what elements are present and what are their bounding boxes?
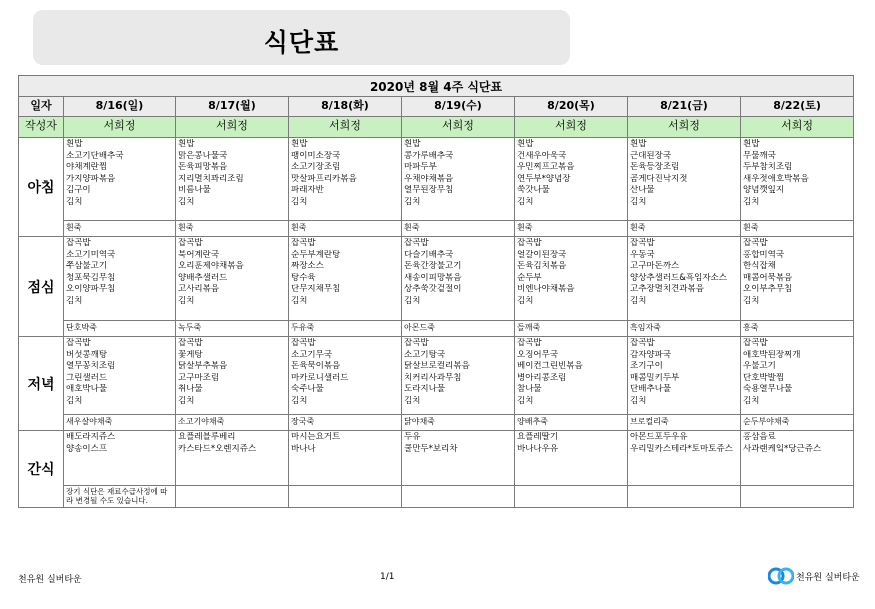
menu-item: 양상추샐러드&흑임자소스 [630,272,727,283]
menu-item: 오이양파무침 [66,284,116,295]
menu-item: 김치 [743,395,760,406]
author-cell: 서희정 [628,117,741,138]
author-cell: 서희정 [176,117,289,138]
page-title-box [33,10,570,65]
page-number: 1/1 [380,572,395,582]
footer-logo [768,566,860,586]
dinner-porridge-cell: 소고기야채죽 [176,415,289,431]
menu-item: 쑥갓나물 [517,185,550,196]
date-cell: 8/22(토) [741,97,854,117]
note-cell [628,486,741,508]
breakfast-porridge-cell: 흰죽 [176,221,289,237]
menu-item: 두유 [404,432,421,442]
menu-item: 소고기탕국 [404,349,446,360]
menu-item: 바나나 [291,443,316,454]
menu-item: 감자양파국 [630,349,672,360]
menu-item: 무물깨국 [743,150,776,161]
snack-menu-cell [402,431,515,486]
logo-icon [768,566,794,586]
menu-item: 김치 [630,395,647,406]
snack-menu-cell [741,431,854,486]
dinner-label: 저녁 [19,337,64,431]
dinner-porridge-cell: 장국죽 [289,415,402,431]
menu-item: 베이컨그린빈볶음 [517,361,583,372]
menu-item: 소고기미역국 [66,249,116,260]
menu-item: 맛살파프리카볶음 [291,173,357,184]
menu-item: 홍합미역국 [743,249,785,260]
menu-item: 도라지나물 [404,384,446,395]
menu-item: 건새우아욱국 [517,150,567,161]
menu-item: 버섯콩깨탕 [66,349,108,360]
menu-item: 김치 [291,295,308,306]
lunch-menu-cell [515,237,628,321]
menu-item: 아몬드포두우유 [630,432,688,442]
menu-item: 잡곡밥 [743,238,768,248]
menu-item: 새우젓애호박볶음 [743,173,809,184]
menu-item: 비엔나야채볶음 [517,284,575,295]
menu-item: 마카로니샐러드 [291,372,349,383]
menu-item: 돈육묵이볶음 [291,361,341,372]
menu-item: 김치 [743,196,760,207]
menu-item: 김치 [404,196,421,207]
menu-item: 오이부추무침 [743,284,793,295]
author-row-label: 작성자 [19,117,64,138]
menu-item: 취나물 [178,384,203,395]
note-cell [515,486,628,508]
lunch-menu-cell [64,237,176,321]
menu-item: 소고기단배추국 [66,150,124,161]
note-cell [289,486,402,508]
snack-menu-cell [176,431,289,486]
author-cell: 서희정 [64,117,176,138]
menu-item: 김치 [66,395,83,406]
menu-item: 탕수육 [291,272,316,283]
dinner-porridge-cell: 새우살야채죽 [64,415,176,431]
meal-table [18,75,854,508]
menu-item: 다슬기배추국 [404,249,454,260]
menu-item: 병아리콩조림 [517,372,567,383]
menu-item: 새송이피망볶음 [404,272,462,283]
menu-item: 팽이미소장국 [291,150,341,161]
menu-item: 잡곡밥 [66,338,91,348]
menu-item: 양송이스프 [66,443,108,454]
menu-item: 우불고기 [743,361,776,372]
lunch-menu-cell [176,237,289,321]
lunch-porridge-cell: 단호박죽 [64,321,176,337]
menu-item: 김치 [517,196,534,207]
menu-item: 김구이 [66,185,91,196]
menu-item: 숙용열무나물 [743,384,793,395]
menu-item: 김치 [517,295,534,306]
menu-item: 고구마돈까스 [630,261,680,272]
menu-item: 단무지채무침 [291,284,341,295]
menu-item: 바나나우유 [517,443,559,454]
breakfast-porridge-cell: 흰죽 [64,221,176,237]
note-cell [741,486,854,508]
menu-item: 순두부 [517,272,542,283]
menu-item: 홍삼음료 [743,432,776,442]
menu-item: 연두부*양념장 [517,173,571,184]
menu-item: 우민찌프고볶음 [517,162,575,173]
footer-org-name: 천유원 실버타운 [18,575,82,585]
menu-item: 김치 [404,395,421,406]
menu-item: 파래자반 [291,185,324,196]
menu-item: 흰밥 [630,139,647,149]
menu-item: 조기구이 [630,361,663,372]
breakfast-porridge-cell: 흰죽 [741,221,854,237]
lunch-menu-cell [402,237,515,321]
dinner-menu-cell [741,337,854,415]
dinner-menu-cell [515,337,628,415]
date-cell: 8/19(수) [402,97,515,117]
breakfast-porridge-cell: 흰죽 [515,221,628,237]
menu-item: 비름나물 [178,185,211,196]
author-cell: 서희정 [402,117,515,138]
menu-item: 잡곡밥 [630,238,655,248]
menu-item: 우채야채볶음 [404,173,454,184]
menu-item: 흰밥 [404,139,421,149]
snack-menu-cell [515,431,628,486]
menu-item: 단호박발찜 [743,372,785,383]
menu-item: 맑은콩나물국 [178,150,228,161]
menu-item: 오리훈제야채볶음 [178,261,244,272]
menu-item: 짜장소스 [291,261,324,272]
menu-item: 순두부계란탕 [291,249,341,260]
breakfast-menu-cell [289,138,402,221]
menu-item: 매콤밀키두부 [630,372,680,383]
menu-item: 잡곡밥 [178,338,203,348]
dinner-porridge-cell: 양배추죽 [515,415,628,431]
lunch-label: 점심 [19,237,64,337]
breakfast-menu-cell [64,138,176,221]
breakfast-menu-cell [402,138,515,221]
menu-item: 흰밥 [291,139,308,149]
menu-item: 돈육김치볶음 [517,261,567,272]
menu-item: 청포묵김무침 [66,272,116,283]
date-cell: 8/20(목) [515,97,628,117]
menu-item: 산나물 [630,185,655,196]
menu-item: 그린샐러드 [66,372,108,383]
breakfast-label: 아침 [19,138,64,237]
dinner-porridge-cell: 순두부야채죽 [741,415,854,431]
menu-item: 닭살브로컬리볶음 [404,361,470,372]
week-title: 2020년 8월 4주 식단표 [19,76,854,97]
menu-item: 매콤어묵볶음 [743,272,793,283]
snack-menu-cell [64,431,176,486]
breakfast-menu-cell [515,138,628,221]
menu-item: 김치 [291,196,308,207]
menu-item: 흰밥 [743,139,760,149]
menu-item: 잡곡밥 [404,338,429,348]
menu-item: 지리멸치꽈리조림 [178,173,244,184]
menu-item: 잡곡밥 [66,238,91,248]
menu-item: 쭈삼불고기 [66,261,108,272]
note-cell [176,486,289,508]
dinner-menu-cell [402,337,515,415]
breakfast-porridge-cell: 흰죽 [628,221,741,237]
menu-item: 김치 [743,295,760,306]
menu-item: 잡곡밥 [517,238,542,248]
lunch-porridge-cell: 두유죽 [289,321,402,337]
menu-item: 흰밥 [178,139,195,149]
menu-item: 카스타드*오렌지쥬스 [178,443,257,454]
menu-item: 소고기장조림 [291,162,341,173]
menu-item: 열무된장무침 [404,185,454,196]
menu-item: 양념깻잎지 [743,185,785,196]
menu-item: 우동국 [630,249,655,260]
menu-item: 두부참치조림 [743,162,793,173]
menu-item: 김치 [178,196,195,207]
menu-item: 요플레딸기 [517,432,559,442]
author-cell: 서희정 [741,117,854,138]
page-title: 식단표 [263,28,340,57]
menu-item: 열무꽁치조림 [66,361,116,372]
menu-item: 근대된장국 [630,150,672,161]
menu-item: 양배추샐러드 [178,272,228,283]
dinner-porridge-cell: 닭야채죽 [402,415,515,431]
menu-item: 숙주나물 [291,384,324,395]
menu-item: 애호박된장찌개 [743,349,801,360]
menu-item: 돈육등장조림 [630,162,680,173]
dinner-menu-cell [628,337,741,415]
menu-item: 가지양파볶음 [66,173,116,184]
menu-item: 요플레블루베리 [178,432,236,442]
snack-menu-cell [628,431,741,486]
menu-item: 잡곡밥 [743,338,768,348]
dinner-menu-cell [289,337,402,415]
menu-item: 잡곡밥 [630,338,655,348]
menu-item: 흰밥 [517,139,534,149]
menu-item: 잡곡밥 [404,238,429,248]
note-cell [402,486,515,508]
lunch-porridge-cell: 들깨죽 [515,321,628,337]
date-cell: 8/18(화) [289,97,402,117]
menu-item: 잡곡밥 [291,238,316,248]
menu-item: 돈육간장불고기 [404,261,462,272]
menu-item: 흰밥 [66,139,83,149]
menu-item: 김치 [66,295,83,306]
menu-item: 야채계란찜 [66,162,108,173]
menu-item: 김치 [404,295,421,306]
breakfast-porridge-cell: 흰죽 [402,221,515,237]
breakfast-menu-cell [741,138,854,221]
menu-item: 마파두부 [404,162,437,173]
menu-item: 잡곡밥 [291,338,316,348]
menu-item: 단배추나물 [630,384,672,395]
menu-item: 김치 [66,196,83,207]
menu-item: 상추쑥갓겉절이 [404,284,462,295]
notice-text: 장기 식단은 재료수급사정에 따라 변경될 수도 있습니다. [64,486,176,508]
author-cell: 서희정 [289,117,402,138]
date-cell: 8/16(일) [64,97,176,117]
menu-item: 북어계란국 [178,249,220,260]
menu-item: 마시는요거트 [291,432,341,442]
menu-item: 곰게다진낙지젓 [630,173,688,184]
lunch-menu-cell [289,237,402,321]
lunch-menu-cell [741,237,854,321]
menu-item: 얼갈이된장국 [517,249,567,260]
menu-item: 오징어무국 [517,349,559,360]
date-cell: 8/17(월) [176,97,289,117]
lunch-porridge-cell: 흑임자죽 [628,321,741,337]
menu-item: 김치 [517,395,534,406]
menu-item: 참나물 [517,384,542,395]
menu-item: 김치 [291,395,308,406]
menu-item: 잡곡밥 [178,238,203,248]
menu-item: 한식잡채 [743,261,776,272]
snack-label: 간식 [19,431,64,508]
menu-item: 김치 [178,295,195,306]
menu-item: 치커리사과무침 [404,372,462,383]
menu-item: 고구마조림 [178,372,220,383]
dinner-porridge-cell: 브로컬리죽 [628,415,741,431]
author-cell: 서희정 [515,117,628,138]
breakfast-menu-cell [176,138,289,221]
menu-item: 김치 [630,196,647,207]
lunch-menu-cell [628,237,741,321]
menu-item: 고추장멸치견과볶음 [630,284,704,295]
menu-item: 소고기무국 [291,349,333,360]
menu-item: 닭살부추볶음 [178,361,228,372]
snack-menu-cell [289,431,402,486]
lunch-porridge-cell: 아몬드죽 [402,321,515,337]
menu-item: 배도라지쥬스 [66,432,116,442]
dinner-menu-cell [176,337,289,415]
menu-item: 우리밀카스테라*토마토쥬스 [630,443,733,454]
breakfast-menu-cell [628,138,741,221]
menu-item: 잡곡밥 [517,338,542,348]
menu-item: 꽃게탕 [178,349,203,360]
menu-item: 사과랜케잌*당근쥬스 [743,443,822,454]
menu-item: 쿨만두*보리차 [404,443,458,454]
menu-item: 김치 [178,395,195,406]
breakfast-porridge-cell: 흰죽 [289,221,402,237]
menu-item: 고사리볶음 [178,284,220,295]
dinner-menu-cell [64,337,176,415]
menu-item: 애호박나물 [66,384,108,395]
lunch-porridge-cell: 흥죽 [741,321,854,337]
date-row-label: 일자 [19,97,64,117]
date-cell: 8/21(금) [628,97,741,117]
menu-item: 콩가루배추국 [404,150,454,161]
menu-item: 돈육피망볶음 [178,162,228,173]
lunch-porridge-cell: 녹두죽 [176,321,289,337]
menu-item: 김치 [630,295,647,306]
logo-text: 천유원 실버타운 [796,572,860,583]
